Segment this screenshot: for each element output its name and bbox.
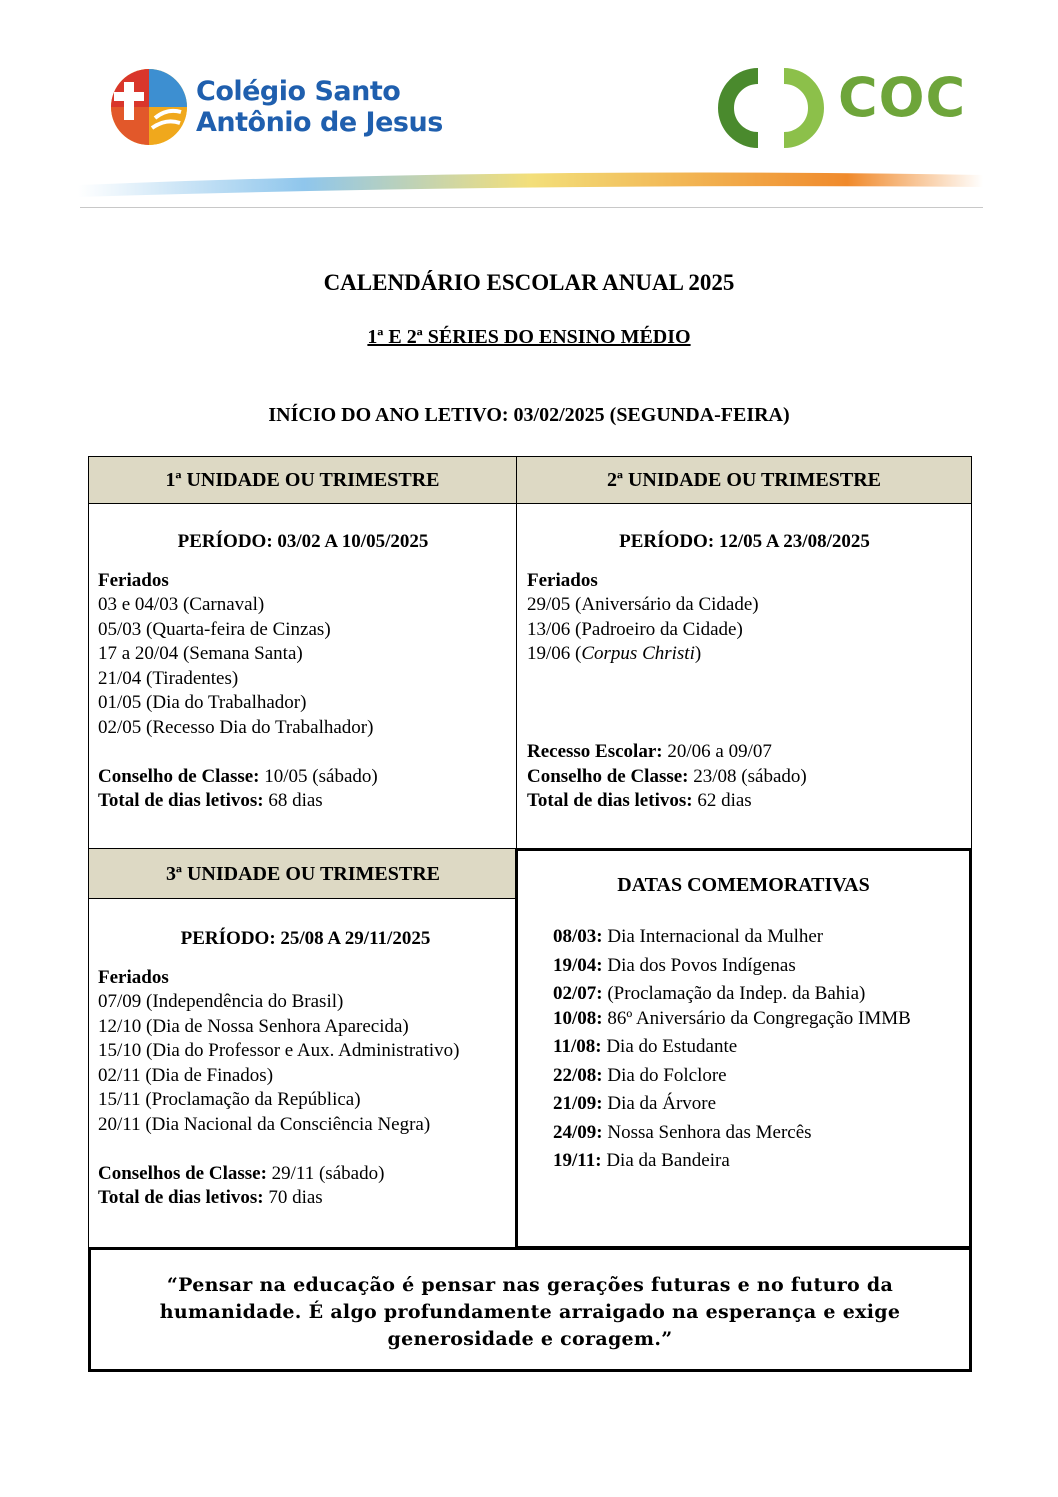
commemorative-text: Nossa Senhora das Mercês bbox=[602, 1121, 812, 1143]
unit2-total-label: Total de dias letivos: bbox=[527, 790, 693, 811]
commemorative-item bbox=[553, 923, 965, 952]
coc-logo bbox=[718, 68, 978, 148]
quote-line: “Pensar na educação é pensar nas gerações futuras e no futuro da bbox=[166, 1274, 894, 1296]
commemorative-item bbox=[553, 1090, 965, 1119]
unit1-council-value: 10/05 (sábado) bbox=[259, 765, 378, 787]
commemorative-date: 02/07: bbox=[553, 983, 603, 1004]
unit1-holiday: 03 e 04/03 (Carnaval) bbox=[98, 594, 265, 615]
unit2-council-value: 23/08 (sábado) bbox=[688, 765, 807, 787]
commemorative-item bbox=[553, 1119, 965, 1148]
quote-line: humanidade. É algo profundamente arraigado na esperança e exige bbox=[159, 1301, 901, 1323]
unit1-holiday: 01/05 (Dia do Trabalhador) bbox=[98, 692, 307, 713]
page-header bbox=[0, 0, 1058, 215]
school-year-start: INÍCIO DO ANO LETIVO: 03/02/2025 (SEGUNDA-FEIRA) bbox=[268, 404, 790, 426]
unit1-holiday: 21/04 (Tiradentes) bbox=[98, 667, 239, 689]
unit3-holiday: 07/09 (Independência do Brasil) bbox=[98, 991, 344, 1012]
unit2-recess bbox=[527, 740, 962, 765]
unit1-content bbox=[98, 530, 508, 814]
unit1-holiday: 02/05 (Recesso Dia do Trabalhador) bbox=[98, 716, 374, 738]
unit2-holiday: 13/06 (Padroeiro da Cidade) bbox=[527, 618, 743, 640]
unit1-holiday: 05/03 (Quarta-feira de Cinzas) bbox=[98, 618, 331, 640]
unit2-holiday-italic: Corpus Christi bbox=[581, 643, 695, 664]
unit2-recess-label: Recesso Escolar: bbox=[527, 741, 663, 762]
page-title: CALENDÁRIO ESCOLAR ANUAL 2025 bbox=[323, 270, 735, 295]
unit2-council bbox=[527, 765, 962, 790]
decorative-swoosh-icon bbox=[78, 165, 983, 210]
commemorative-date: 24/09: bbox=[553, 1121, 603, 1143]
school-name-line2: Antônio de Jesus bbox=[196, 107, 443, 138]
school-emblem-icon bbox=[110, 68, 188, 146]
commemorative-title: DATAS COMEMORATIVAS bbox=[617, 874, 870, 896]
commemorative-date: 22/08: bbox=[553, 1064, 603, 1086]
unit2-recess-value: 20/06 a 09/07 bbox=[662, 741, 772, 762]
unit3-council-label: Conselhos de Classe: bbox=[98, 1162, 267, 1184]
unit3-total bbox=[98, 1186, 513, 1211]
unit2-holidays-label: Feriados bbox=[527, 569, 598, 591]
commemorative-date: 08/03: bbox=[553, 926, 603, 947]
unit2-holiday-prefix: 19/06 ( bbox=[527, 643, 582, 664]
school-logo bbox=[110, 68, 470, 148]
unit2-period: PERÍODO: 12/05 A 23/08/2025 bbox=[619, 531, 870, 552]
unit3-holiday: 02/11 (Dia de Finados) bbox=[98, 1064, 274, 1086]
unit3-header: 3ª UNIDADE OU TRIMESTRE bbox=[88, 848, 518, 899]
commemorative-date: 19/04: bbox=[553, 954, 603, 976]
commemorative-text: Dia do Estudante bbox=[601, 1036, 738, 1057]
commemorative-item bbox=[553, 1005, 965, 1034]
commemorative-item bbox=[553, 952, 965, 981]
unit3-period: PERÍODO: 25/08 A 29/11/2025 bbox=[180, 928, 431, 949]
unit2-holiday-suffix: ) bbox=[694, 643, 702, 664]
unit3-council bbox=[98, 1162, 513, 1187]
unit3-content bbox=[98, 927, 513, 1211]
quote-box bbox=[88, 1247, 972, 1372]
page-subtitle bbox=[0, 326, 1058, 349]
unit1-period: PERÍODO: 03/02 A 10/05/2025 bbox=[177, 531, 429, 552]
school-name bbox=[196, 76, 443, 138]
unit2-holiday: 29/05 (Aniversário da Cidade) bbox=[527, 594, 759, 615]
unit2-holiday bbox=[527, 642, 962, 667]
commemorative-item bbox=[553, 1033, 965, 1062]
unit3-holiday: 12/10 (Dia de Nossa Senhora Aparecida) bbox=[98, 1015, 409, 1037]
commemorative-text: 86º Aniversário da Congregação IMMB bbox=[602, 1007, 911, 1029]
unit3-holiday: 20/11 (Dia Nacional da Consciência Negra) bbox=[98, 1113, 431, 1135]
unit1-total bbox=[98, 789, 508, 814]
unit2-header: 2ª UNIDADE OU TRIMESTRE bbox=[516, 456, 972, 504]
commemorative-text: Dia da Árvore bbox=[602, 1093, 717, 1114]
unit3-holiday: 15/10 (Dia do Professor e Aux. Administrativo) bbox=[98, 1040, 460, 1061]
coc-symbol-icon bbox=[718, 68, 828, 148]
unit1-total-label: Total de dias letivos: bbox=[98, 790, 264, 811]
commemorative-date: 19/11: bbox=[553, 1150, 602, 1171]
unit1-total-value: 68 dias bbox=[263, 790, 323, 811]
header-divider bbox=[80, 207, 983, 208]
unit3-total-label: Total de dias letivos: bbox=[98, 1187, 264, 1208]
school-name-line1: Colégio Santo bbox=[196, 76, 401, 107]
commemorative-date: 11/08: bbox=[553, 1036, 602, 1057]
commemorative-text: Dia dos Povos Indígenas bbox=[602, 954, 796, 976]
unit2-total bbox=[527, 789, 962, 814]
unit2-content bbox=[527, 530, 962, 814]
commemorative-text: Dia da Bandeira bbox=[601, 1150, 730, 1171]
commemorative-list bbox=[553, 923, 965, 1176]
unit3-holiday: 15/11 (Proclamação da República) bbox=[98, 1089, 361, 1110]
commemorative-item bbox=[553, 1062, 965, 1091]
unit1-holiday: 17 a 20/04 (Semana Santa) bbox=[98, 643, 303, 664]
commemorative-item bbox=[553, 1147, 965, 1176]
unit2-council-label: Conselho de Classe: bbox=[527, 765, 689, 787]
coc-brand-text: COC bbox=[838, 66, 967, 129]
column-divider bbox=[516, 456, 517, 849]
commemorative-text: (Proclamação da Indep. da Bahia) bbox=[602, 983, 866, 1004]
unit1-holidays-label: Feriados bbox=[98, 569, 169, 591]
commemorative-text: Dia do Folclore bbox=[602, 1064, 727, 1086]
commemorative-text: Dia Internacional da Mulher bbox=[602, 926, 824, 947]
commemorative-date: 10/08: bbox=[553, 1007, 603, 1029]
unit3-council-value: 29/11 (sábado) bbox=[266, 1162, 385, 1184]
unit1-council-label: Conselho de Classe: bbox=[98, 765, 260, 787]
unit2-total-value: 62 dias bbox=[692, 790, 752, 811]
unit3-holidays-label: Feriados bbox=[98, 966, 169, 988]
subtitle-text: 1ª E 2ª SÉRIES DO ENSINO MÉDIO bbox=[367, 326, 691, 348]
unit3-total-value: 70 dias bbox=[263, 1187, 323, 1208]
commemorative-date: 21/09: bbox=[553, 1093, 603, 1114]
quote-line: generosidade e coragem.” bbox=[387, 1328, 673, 1350]
unit1-council bbox=[98, 765, 508, 790]
unit1-header: 1ª UNIDADE OU TRIMESTRE bbox=[88, 456, 517, 504]
